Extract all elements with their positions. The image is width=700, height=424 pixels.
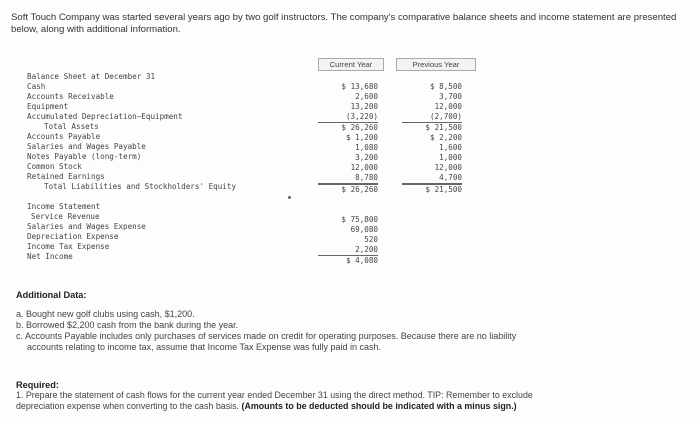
statement-row-label: Equipment: [27, 102, 69, 111]
previous-year-column: [402, 72, 462, 265]
current-year-value: 3,200: [355, 153, 378, 162]
current-year-value: [318, 205, 378, 215]
current-year-value: 520: [364, 235, 378, 244]
current-year-value: 69,080: [350, 225, 378, 234]
current-year-value: 2,200: [318, 245, 378, 256]
previous-year-value: 12,000: [434, 163, 462, 172]
required-text: [16, 390, 686, 412]
previous-year-value: [402, 205, 462, 215]
required-line-2: depreciation expense when converting to the cash basis. (Amounts to be deducted should be indicated with a minus sign.): [16, 401, 517, 411]
previous-year-value: [402, 195, 462, 205]
previous-year-value: [402, 225, 462, 235]
previous-year-value: [402, 72, 462, 82]
header-previous-year: Previous Year: [396, 58, 476, 71]
statement-row-label: Accounts Payable: [27, 132, 101, 141]
current-year-value: (3,220): [318, 112, 378, 123]
statement-row-label: Service Revenue: [31, 212, 100, 221]
statement-row-label: Common Stock: [27, 162, 82, 171]
previous-year-value: $ 21,500: [402, 184, 462, 195]
current-year-value: $ 13,680: [341, 82, 378, 91]
previous-year-value: 12,000: [434, 102, 462, 111]
current-year-value: $ 26,260: [318, 184, 378, 195]
statement-labels: [27, 72, 307, 262]
previous-year-value: [402, 215, 462, 225]
statement-row-label: Accounts Receivable: [27, 92, 114, 101]
statement-row-label: Total Liabilities and Stockholders' Equity: [44, 182, 237, 191]
current-year-value: 13,200: [350, 102, 378, 111]
previous-year-value: 4,700: [402, 173, 462, 184]
previous-year-value: $ 2,200: [429, 133, 462, 142]
previous-year-value: (2,700): [402, 112, 462, 123]
current-year-value: 8,780: [318, 173, 378, 184]
statement-row-label: Cash: [27, 82, 46, 91]
current-year-value: 1,080: [355, 143, 378, 152]
current-year-value: 2,600: [355, 92, 378, 101]
current-year-column: [318, 72, 378, 266]
statement-row-label: Accumulated Depreciation–Equipment: [27, 112, 183, 121]
previous-year-value: $ 21,500: [425, 123, 462, 132]
statement-row-label: Salaries and Wages Payable: [27, 142, 146, 151]
statement-row-label: Balance Sheet at December 31: [27, 72, 156, 81]
current-year-value: $ 26,260: [341, 123, 378, 132]
previous-year-value: [402, 245, 462, 255]
current-year-value: [318, 72, 378, 82]
required-title: Required:: [16, 380, 59, 390]
additional-item-b: b. Borrowed $2,200 cash from the bank during the year.: [16, 320, 239, 330]
current-year-value: [318, 195, 378, 205]
additional-data: [16, 309, 686, 353]
previous-year-value: 1,000: [439, 153, 462, 162]
statement-row-label: [27, 192, 307, 202]
statement-row-label: Depreciation Expense: [27, 232, 119, 241]
additional-item-c: c. Accounts Payable includes only purchases of services made on credit for operating purposes. Because there are no liability: [16, 331, 517, 341]
statement-row-label: Total Assets: [44, 122, 99, 131]
previous-year-value: [402, 235, 462, 245]
required-line-1: 1. Prepare the statement of cash flows for the current year ended December 31 using the direct method. TIP: Remember to exclude: [16, 390, 533, 400]
current-year-value: 12,000: [350, 163, 378, 172]
current-year-value: $ 4,080: [345, 256, 378, 265]
header-current-year: Current Year: [318, 58, 384, 71]
stray-dot: [288, 196, 291, 199]
statement-row-label: Salaries and Wages Expense: [27, 222, 146, 231]
previous-year-value: $ 8,500: [429, 82, 462, 91]
additional-item-c-cont: accounts relating to income tax, assume that Income Tax Expense was fully paid in cash.: [27, 342, 382, 352]
additional-data-title: Additional Data:: [16, 290, 87, 300]
additional-item-a: a. Bought new golf clubs using cash, $1,200.: [16, 309, 195, 319]
previous-year-value: 1,600: [439, 143, 462, 152]
current-year-value: $ 1,200: [345, 133, 378, 142]
previous-year-value: 3,700: [439, 92, 462, 101]
required-bold-note: (Amounts to be deducted should be indicated with a minus sign.): [241, 401, 517, 411]
previous-year-value: [402, 255, 462, 265]
statement-row-label: Retained Earnings: [27, 172, 105, 181]
problem-intro: Soft Touch Company was started several years ago by two golf instructors. The company's comparative balance sheets and income statement are presented below, along with additional information.: [11, 12, 677, 35]
statement-row-label: Net Income: [27, 252, 73, 261]
statement-row-label: Income Statement: [27, 202, 101, 211]
current-year-value: $ 75,800: [341, 215, 378, 224]
statement-row-label: Notes Payable (long-term): [27, 152, 142, 161]
statement-row-label: Income Tax Expense: [27, 242, 110, 251]
